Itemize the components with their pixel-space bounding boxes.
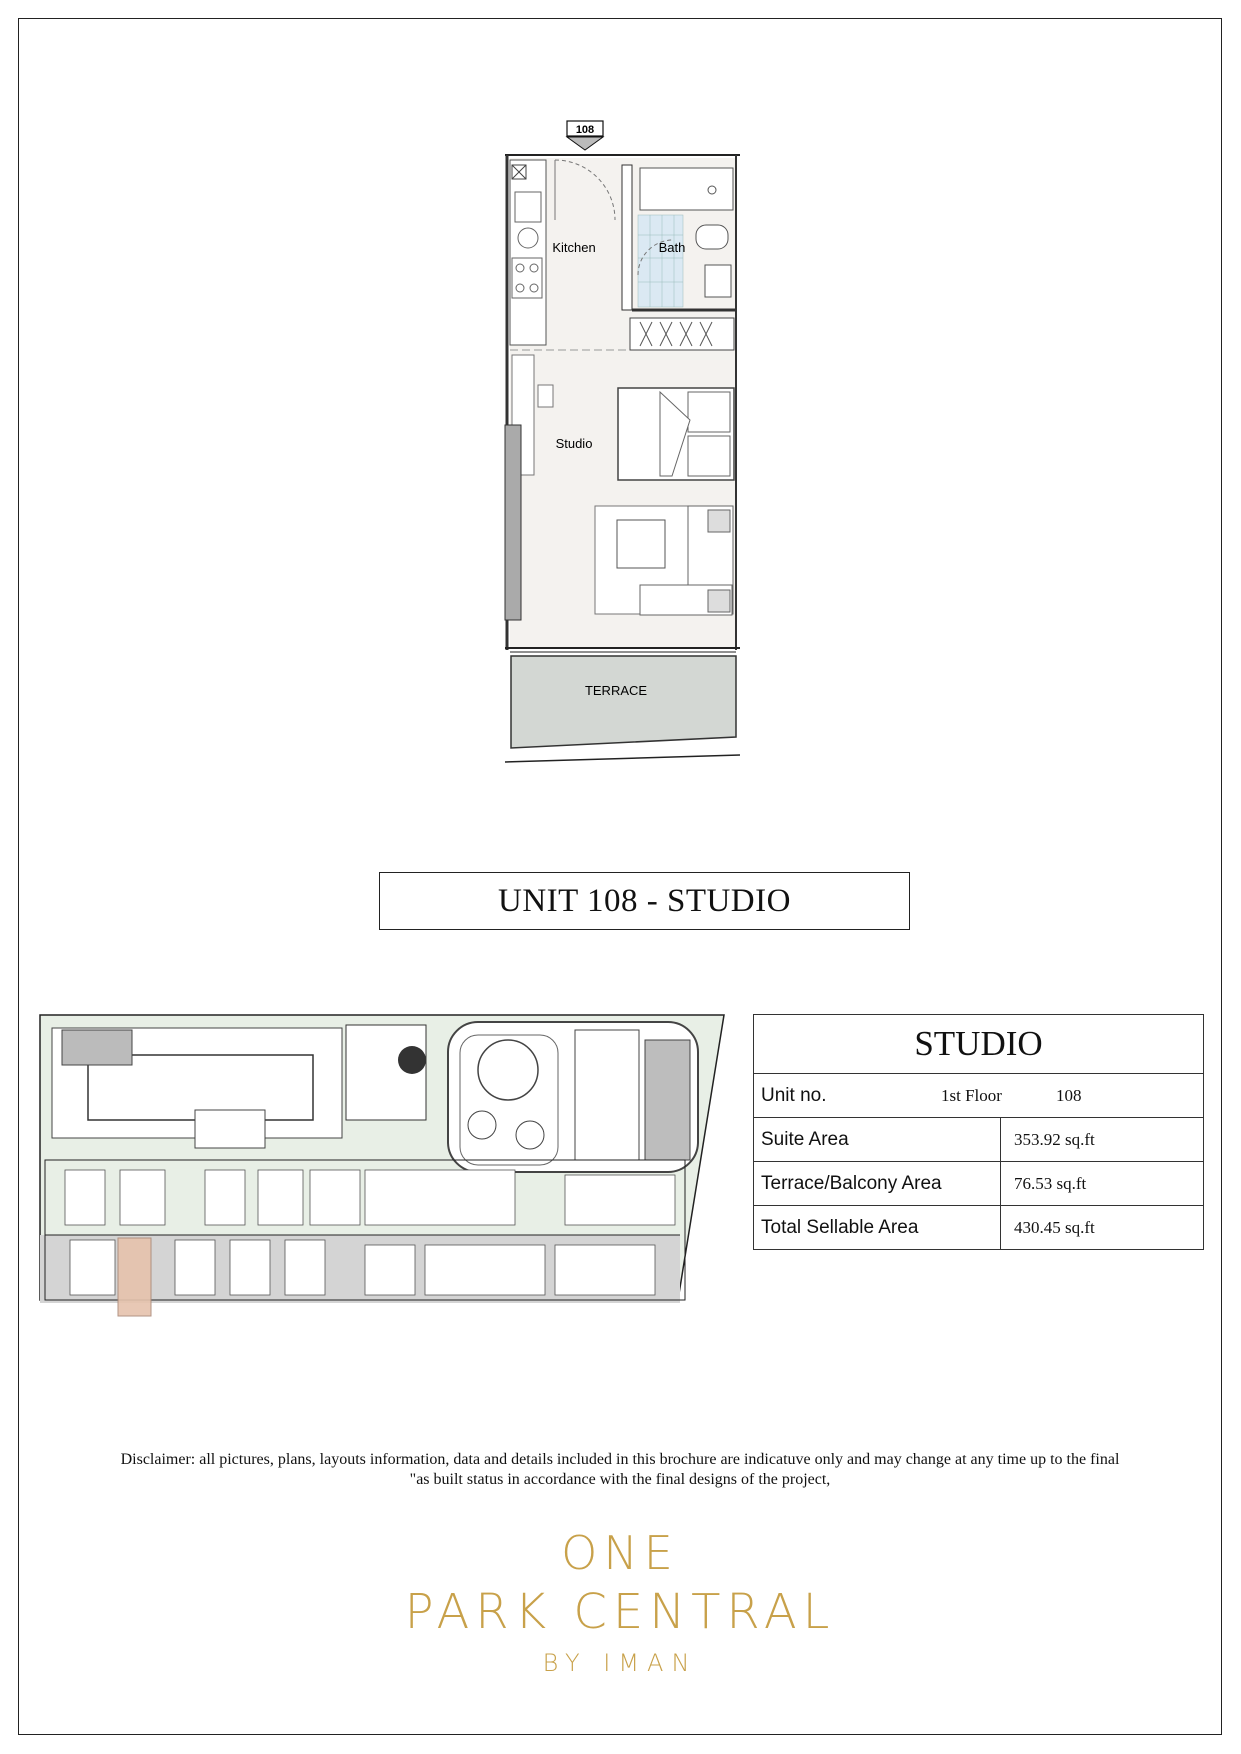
total-area-label: Total Sellable Area	[754, 1206, 1001, 1250]
disclaimer-line-1: Disclaimer: all pictures, plans, layouts information, data and details included in this brochure are indicatuve only and may change at any time up to the final	[120, 1451, 1120, 1468]
key-plan	[35, 1010, 730, 1320]
terrace-label: TERRACE	[584, 683, 648, 698]
unit-number-value: 108	[1056, 1085, 1082, 1105]
summary-heading: STUDIO	[754, 1015, 1204, 1074]
unit-tag-marker	[567, 121, 603, 150]
disclaimer	[60, 1450, 1180, 1490]
unit-tag-label: 108	[575, 124, 595, 136]
logo-line-one: ONE	[561, 1526, 679, 1580]
kitchen-label: Kitchen	[552, 240, 596, 255]
total-area-value: 430.45 sq.ft	[1001, 1206, 1204, 1250]
unit-title: UNIT 108 - STUDIO	[379, 872, 910, 930]
unit-summary-table	[753, 1014, 1204, 1250]
terrace-area-label: Terrace/Balcony Area	[754, 1162, 1001, 1206]
disclaimer-line-2: "as built status in accordance with the final designs of the project,	[409, 1471, 831, 1488]
unit-number-row	[754, 1074, 1204, 1118]
terrace-area-row	[754, 1162, 1204, 1206]
studio-label: Studio	[555, 436, 593, 451]
floor-value: 1st Floor	[941, 1085, 1002, 1105]
total-area-row	[754, 1206, 1204, 1250]
bath-label: Bath	[658, 240, 686, 255]
unit-number-label: Unit no.	[761, 1084, 827, 1106]
logo-line-by-iman: BY IMAN	[542, 1649, 698, 1677]
suite-area-value: 353.92 sq.ft	[1001, 1118, 1204, 1162]
terrace-area-value: 76.53 sq.ft	[1001, 1162, 1204, 1206]
brand-logo	[320, 1525, 920, 1683]
unit-floor-plan	[490, 115, 750, 765]
summary-heading-row	[754, 1015, 1204, 1074]
suite-area-label: Suite Area	[754, 1118, 1001, 1162]
logo-line-park-central: PARK CENTRAL	[404, 1584, 836, 1640]
suite-area-row	[754, 1118, 1204, 1162]
